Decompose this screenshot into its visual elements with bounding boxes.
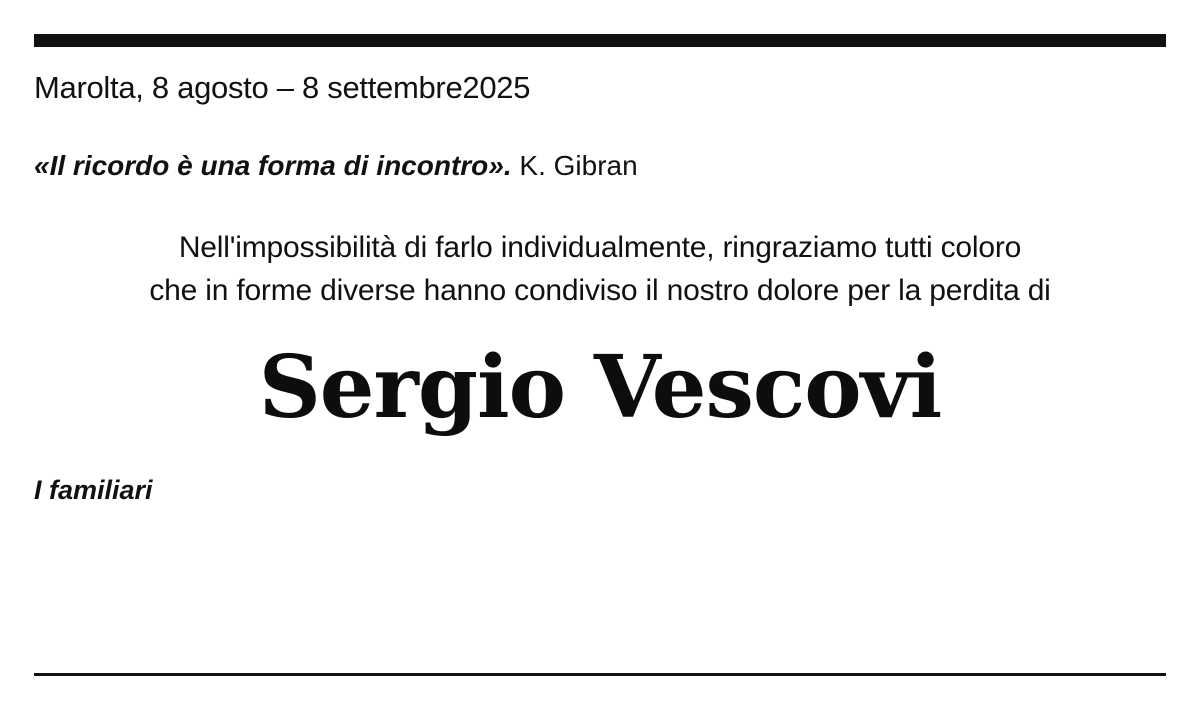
bottom-divider <box>34 673 1166 676</box>
thanks-message-line-2: che in forme diverse hanno condiviso il nostro dolore per la perdita di <box>149 274 1051 308</box>
thanks-message <box>34 226 1166 313</box>
top-divider <box>34 34 1166 47</box>
signature: I familiari <box>34 475 153 506</box>
obituary-notice <box>0 34 1200 711</box>
quotation-text: «Il ricordo è una forma di incontro». <box>34 150 512 182</box>
thanks-message-line-1: Nell'impossibilità di farlo individualmente, ringraziamo tutti coloro <box>178 230 1022 264</box>
quotation <box>34 151 1166 182</box>
quotation-author: K. Gibran <box>511 150 638 182</box>
deceased-name: Sergio Vescovi <box>258 336 942 438</box>
place-and-date: Marolta, 8 agosto – 8 settembre2025 <box>34 70 531 105</box>
